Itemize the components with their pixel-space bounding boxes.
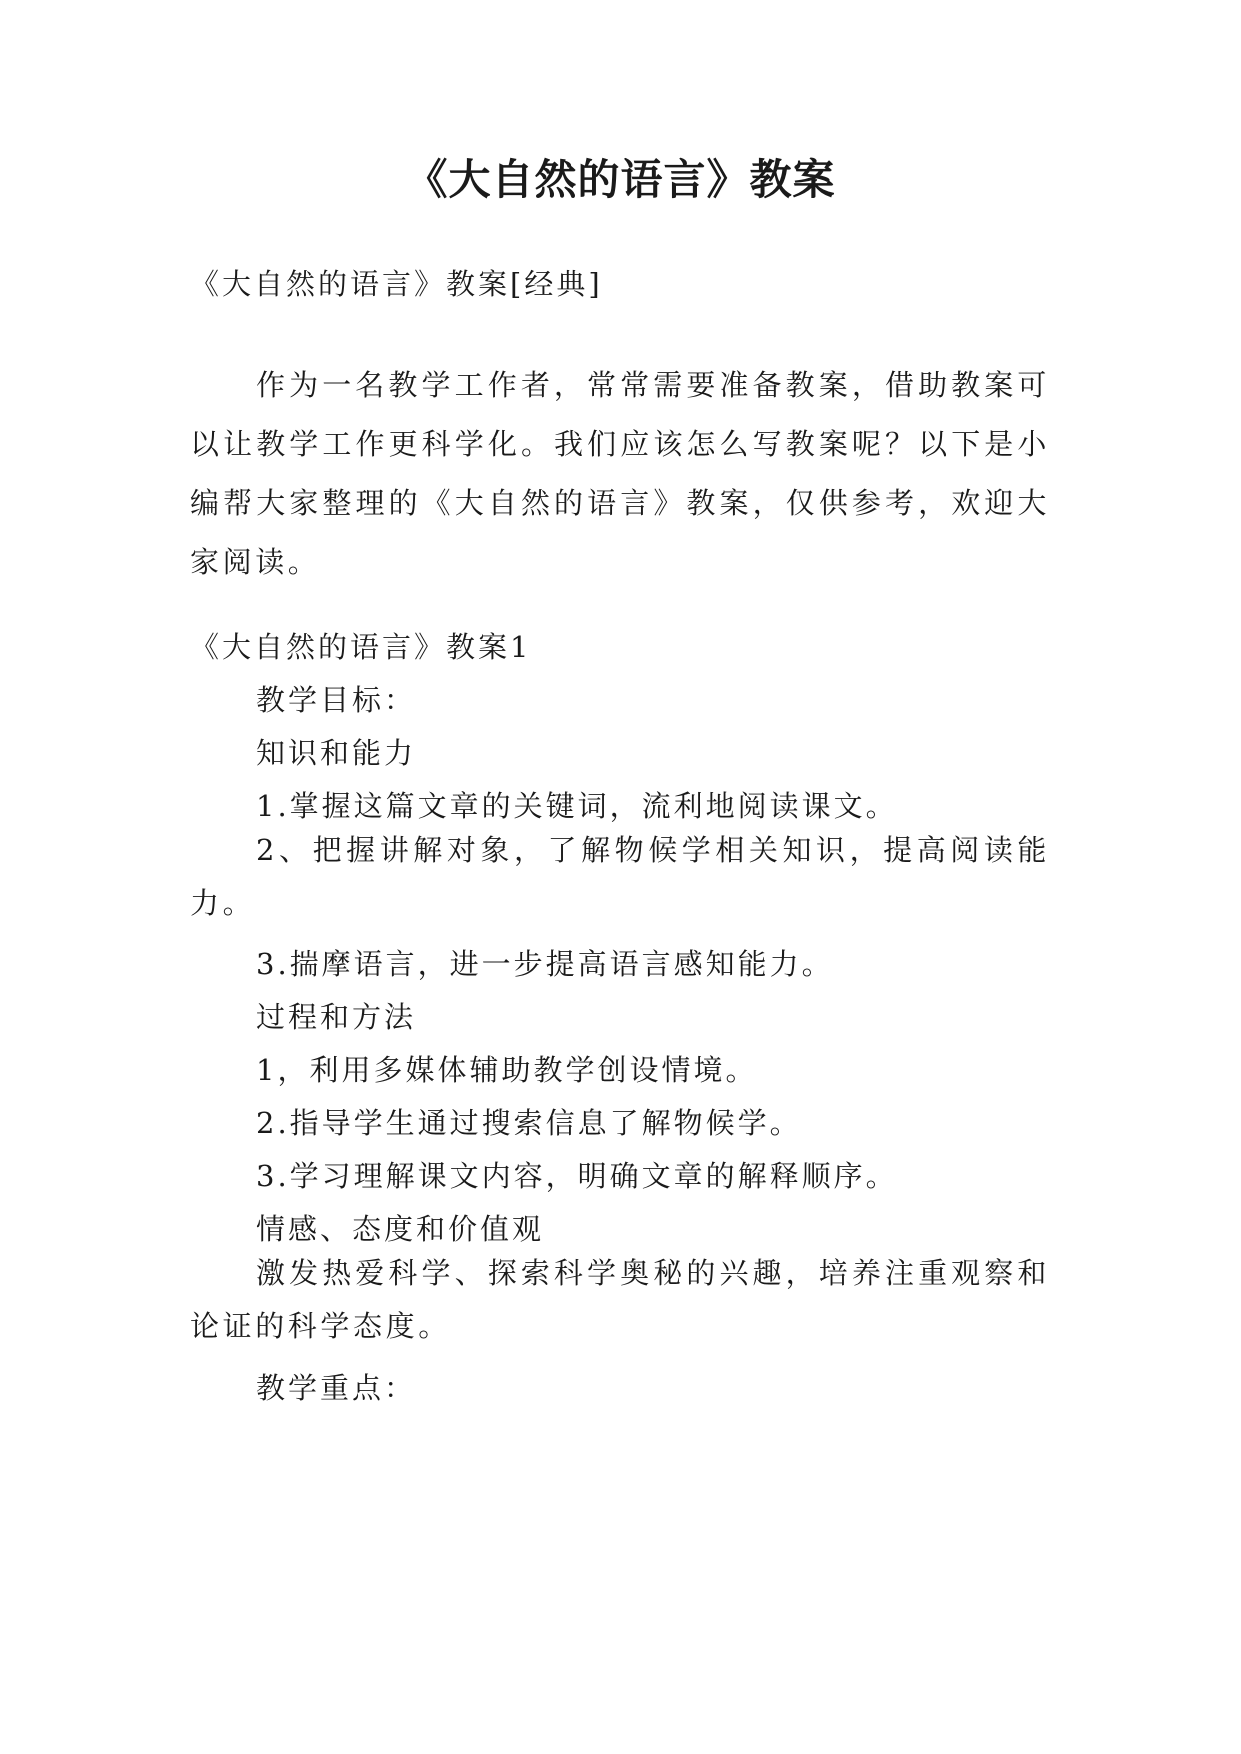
process-item-2: 2.指导学生通过搜索信息了解物候学。 (256, 1106, 802, 1140)
knowledge-ability-label: 知识和能力 (256, 736, 417, 770)
process-item-3: 3.学习理解课文内容，明确文章的解释顺序。 (256, 1159, 898, 1193)
knowledge-item-3: 3.揣摩语言，进一步提高语言感知能力。 (256, 947, 834, 981)
knowledge-item-2: 2、把握讲解对象，了解物候学相关知识，提高阅读能力。 (190, 833, 1050, 920)
section-heading: 《大自然的语言》教案1 (190, 630, 532, 664)
process-method-label: 过程和方法 (256, 1000, 417, 1034)
knowledge-item-1: 1.掌握这篇文章的关键词，流利地阅读课文。 (256, 789, 898, 823)
emotion-attitude-label: 情感、态度和价值观 (256, 1212, 545, 1246)
intro-paragraph: 作为一名教学工作者，常常需要准备教案，借助教案可以让教学工作更科学化。我们应该怎么写教案呢？以下是小编帮大家整理的《大自然的语言》教案，仅供参考，欢迎大家阅读。 (190, 368, 1050, 579)
document-title: 《大自然的语言》教案 (405, 155, 836, 204)
document-subtitle: 《大自然的语言》教案[经典] (190, 267, 603, 301)
teaching-goals-label: 教学目标： (256, 683, 417, 717)
key-points-label: 教学重点： (256, 1371, 417, 1405)
process-item-1: 1，利用多媒体辅助教学创设情境。 (256, 1053, 758, 1087)
emotion-paragraph: 激发热爱科学、探索科学奥秘的兴趣，培养注重观察和论证的科学态度。 (190, 1256, 1050, 1343)
